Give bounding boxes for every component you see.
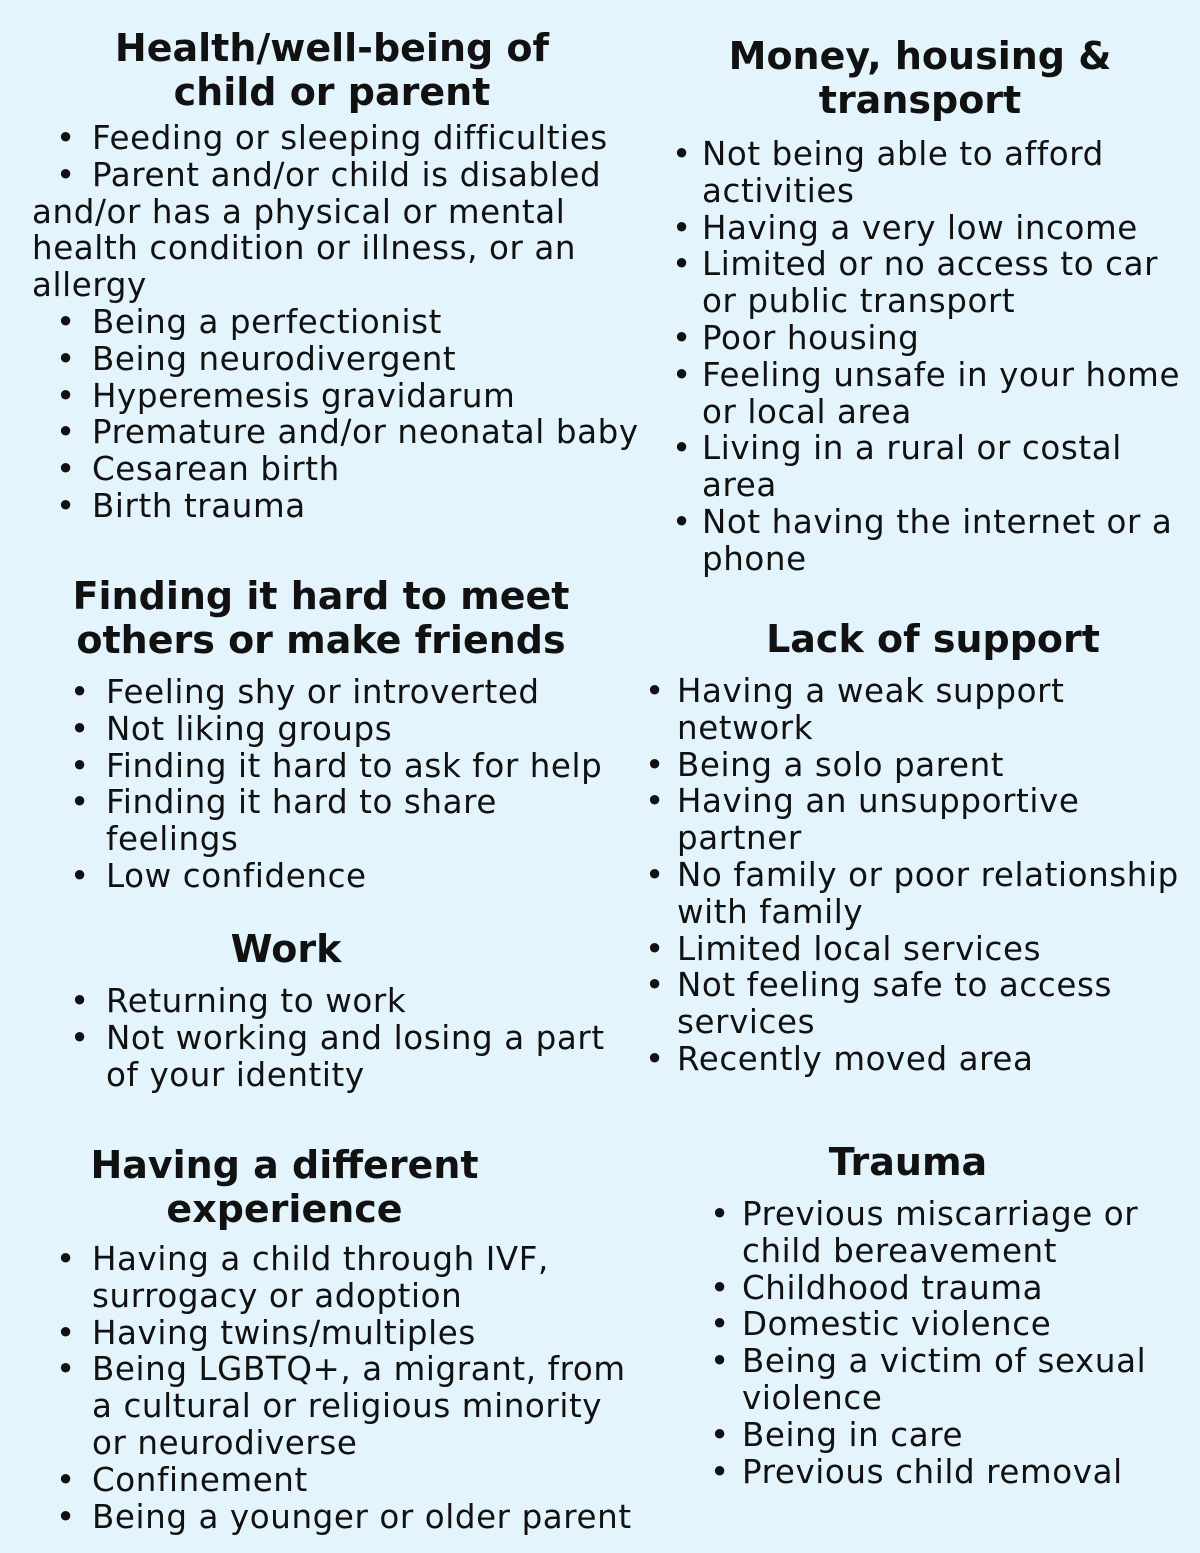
list-item: • Having a child through IVF, surrogacy or adoption [32,1241,672,1315]
list-item: • Being a victim of sexual violence [708,1343,1198,1417]
section-heading: Trauma [828,1140,988,1184]
bullet-list [643,673,1200,1078]
list-item: • Birth trauma [32,488,672,525]
bullet-list [32,120,672,525]
section-heading: Money, housing & transport [728,34,1112,122]
list-item: • Having a weak support network [643,673,1200,747]
list-item: • Domestic violence [708,1306,1198,1343]
section-heading: Having a different experience [90,1143,479,1231]
list-item: • Finding it hard to ask for help [46,748,646,785]
list-item: • Being a younger or older parent [32,1499,672,1536]
bullet-list [670,136,1200,578]
list-item: • Feeling unsafe in your home or local area [670,357,1200,431]
section-heading: Finding it hard to meet others or make friends [72,574,570,662]
list-item: • Previous child removal [708,1454,1198,1491]
list-item: • Low confidence [46,858,646,895]
list-item: • Limited local services [643,931,1200,968]
list-item: • Premature and/or neonatal baby [32,414,672,451]
list-item: • Living in a rural or costal area [670,430,1200,504]
section-different-experience [32,1143,672,1535]
list-item: • Childhood trauma [708,1270,1198,1307]
list-item: • Hyperemesis gravidarum [32,378,672,415]
list-item: • Feeling shy or introverted [46,674,646,711]
bullet-list [46,674,646,895]
list-item-continuation: and/or has a physical or mental health condition or illness, or an allergy [32,192,577,305]
list-item: • Not being able to afford activities [670,136,1200,210]
list-item: • Finding it hard to share feelings [46,784,646,858]
list-item: • Recently moved area [643,1041,1200,1078]
section-heading: Work [230,927,342,971]
list-item: • Confinement [32,1462,672,1499]
bullet-list [32,1241,672,1535]
bullet-list [46,983,646,1093]
list-item: • Parent and/or child is disabled [32,157,672,194]
section-heading: Health/well-being of child or parent [114,26,550,114]
list-item: • Not liking groups [46,711,646,748]
list-item: • Previous miscarriage or child bereavement [708,1196,1198,1270]
section-work [46,927,646,1093]
list-item: • Being LGBTQ+, a migrant, from a cultural or religious minority or neurodiverse [32,1351,672,1461]
bullet-list [708,1196,1198,1490]
list-item: • Limited or no access to car or public transport [670,246,1200,320]
section-heading: Lack of support [766,617,1100,661]
list-item: • Being neurodivergent [32,341,672,378]
list-item: • Not working and losing a part of your identity [46,1020,646,1094]
list-item: • Poor housing [670,320,1200,357]
section-meeting-others [46,574,646,895]
section-trauma [708,1140,1198,1490]
section-money-housing-transport [670,34,1200,578]
list-item: • Being a solo parent [643,747,1200,784]
list-item: • Having an unsupportive partner [643,783,1200,857]
list-item: • Not feeling safe to access services [643,967,1200,1041]
list-item: • Having twins/multiples [32,1315,672,1352]
list-item: • Not having the internet or a phone [670,504,1200,578]
list-item: • Having a very low income [670,210,1200,247]
list-item: • Feeding or sleeping difficulties [32,120,672,157]
section-lack-of-support [643,617,1200,1078]
list-item: • Cesarean birth [32,451,672,488]
list-item: • No family or poor relationship with family [643,857,1200,931]
list-item: • Being a perfectionist [32,304,672,341]
section-health-wellbeing [32,26,672,525]
list-item: • Being in care [708,1417,1198,1454]
list-item: • Returning to work [46,983,646,1020]
